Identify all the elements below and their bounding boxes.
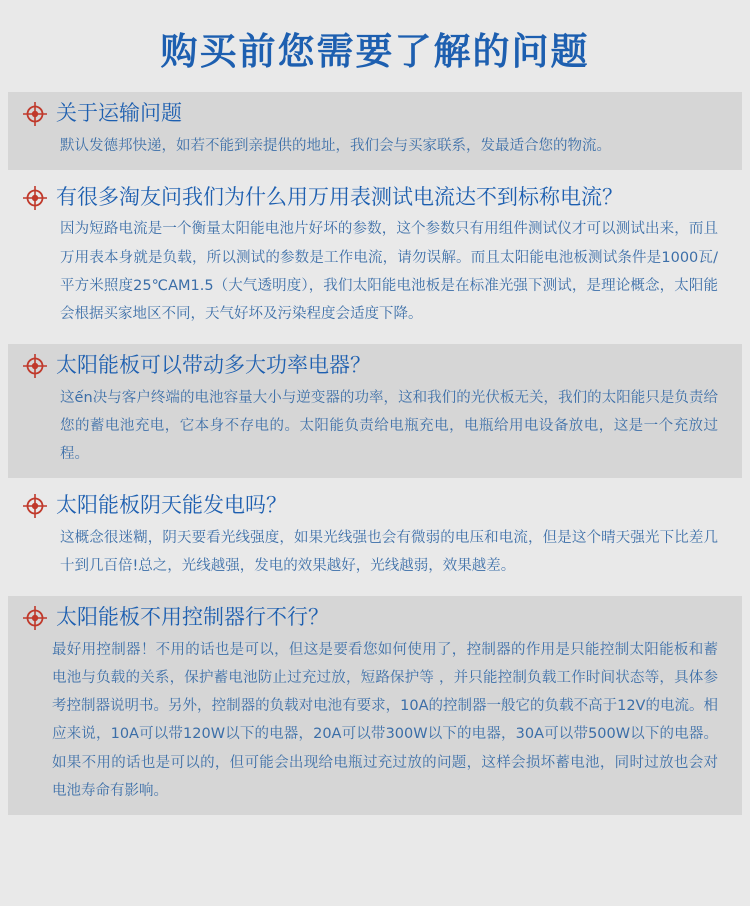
page-title: 购买前您需要了解的问题 — [160, 30, 590, 73]
target-crosshair-icon — [22, 605, 48, 631]
faq-answer: 最好用控制器！不用的话也是可以，但这是要看您如何使用了，控制器的作用是只能控制太阳能板和蓄电池与负载的关系，保护蓄电池防止过充过放，短路保护等 ，并只能控制负载工作时间状态等，具体参考控制器说明书。另外，控制器的负载对电池有要求，10A的控制器一般它的负载不高于12V的电流。相应来说，10A可以带120W以下的电器，20A可以带300W以下的电器，30A可以带500W以下的电器。如果不用的话也是可以的，但可能会出现给电瓶过充过放的问题，这样会损坏蓄电池，同时过放也会对电池寿命有影响。 — [52, 641, 718, 799]
target-crosshair-icon — [22, 493, 48, 519]
faq-answer: 这ến决与客户终端的电池容量大小与逆变器的功率，这和我们的光伏板无关，我们的太阳能只是负责给您的蓄电池充电，它本身不存电的。太阳能负责给电瓶充电，电瓶给用电设备放电，这是一个充放过程。 — [60, 389, 718, 463]
faq-question-row — [8, 352, 742, 379]
target-crosshair-icon — [22, 185, 48, 211]
faq-item — [8, 176, 742, 338]
faq-question: 太阳能板阴天能发电吗？ — [56, 493, 287, 518]
faq-answer: 默认发德邦快递，如若不能到亲提供的地址，我们会与买家联系，发最适合您的物流。 — [60, 137, 611, 154]
faq-question-row — [8, 100, 742, 127]
faq-item — [8, 484, 742, 590]
target-crosshair-icon — [22, 101, 48, 127]
faq-question: 有很多淘友问我们为什么用万用表测试电流达不到标称电流？ — [56, 184, 623, 209]
faq-question-row — [8, 184, 742, 211]
faq-question: 太阳能板可以带动多大功率电器？ — [56, 353, 371, 378]
faq-question-row — [8, 492, 742, 519]
faq-answer: 因为短路电流是一个衡量太阳能电池片好坏的参数，这个参数只有用组件测试仪才可以测试出来，而且万用表本身就是负载，所以测试的参数是工作电流，请勿误解。而且太阳能电池板测试条件是1000瓦/平方米照度25℃AM1.5（大气透明度），我们太阳能电池板是在标准光强下测试，是理论概念，太阳能会根据买家地区不同，天气好坏及污染程度会适度下降。 — [60, 221, 718, 323]
faq-list — [0, 92, 750, 815]
faq-answer: 这概念很迷糊，阴天要看光线强度，如果光线强也会有微弱的电压和电流，但是这个晴天强光下比差几十到几百倍!总之，光线越强，发电的效果越好，光线越弱，效果越差。 — [60, 529, 718, 574]
faq-question-row — [8, 604, 742, 631]
faq-question: 太阳能板不用控制器行不行？ — [56, 605, 329, 630]
faq-question: 关于运输问题 — [56, 101, 182, 126]
faq-item — [8, 344, 742, 478]
target-crosshair-icon — [22, 353, 48, 379]
faq-item — [8, 596, 742, 815]
faq-item — [8, 92, 742, 170]
